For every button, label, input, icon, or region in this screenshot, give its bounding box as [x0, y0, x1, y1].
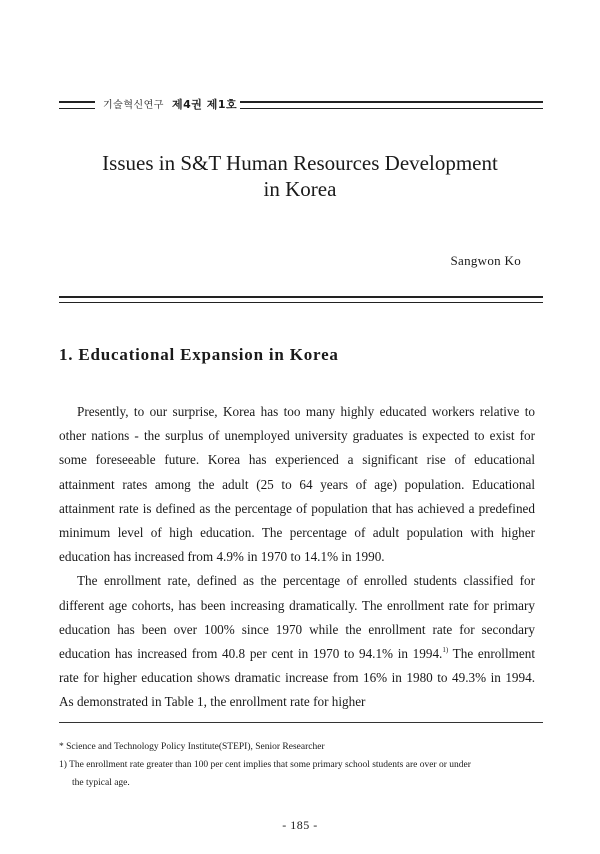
footnote-ref: 1) [442, 646, 449, 655]
paragraph-2-text: The enrollment rate, defined as the percentage of enrolled students classified for different age cohorts, has been increasing dramatically. The enrollment rate for primary education has been over 100% since 1970 while the enrollment rate for secondary education has increased from 40.8 per cent in 1970 to 94.1% in 1994. [59, 573, 535, 662]
paragraph-2-cont: The enrollment rate for higher education shows dramatic increase from 16% in 1980 to 49.3% in 1994. As demonstrated in Table 1, the enrollment rate for higher [59, 646, 535, 710]
body-text [59, 400, 535, 715]
volume-issue: 제4권 제1호 [171, 98, 238, 111]
author-name: Sangwon Ko [450, 253, 521, 268]
title-divider-rule [59, 296, 543, 303]
journal-name: 기술혁신연구 [103, 100, 164, 111]
paragraph-2 [59, 569, 535, 714]
footnote-divider [59, 722, 543, 723]
article-title [40, 150, 560, 202]
paragraph-1: Presently, to our surprise, Korea has too many highly educated workers relative to other nations - the surplus of unemployed university graduates is expected to exist for some foreseeable future. Korea has experienced a significant rise of educational attainment rates among the adult (25 to 64 years of age) population. Educational attainment rate is defined as the percentage of population that has achieved a predefined minimum level of high education. The percentage of adult population with higher education has increased from 4.9% in 1970 to 14.1% in 1990. [59, 404, 535, 565]
header-text [103, 96, 237, 112]
title-line-2: in Korea [263, 177, 337, 201]
page-number: - 185 - [282, 818, 318, 832]
title-line-1: Issues in S&T Human Resources Development [102, 151, 498, 175]
header-rule-right [240, 101, 543, 109]
footnote-affiliation: * Science and Technology Policy Institute(STEPI), Senior Researcher [59, 742, 325, 752]
running-header [59, 97, 543, 113]
footnotes [59, 738, 539, 792]
footnote-1-cont: the typical age. [72, 778, 130, 788]
section-heading: 1. Educational Expansion in Korea [59, 345, 339, 364]
footnote-1: 1) The enrollment rate greater than 100 per cent implies that some primary school students are over or under [59, 760, 471, 770]
header-rule-left [59, 101, 95, 109]
